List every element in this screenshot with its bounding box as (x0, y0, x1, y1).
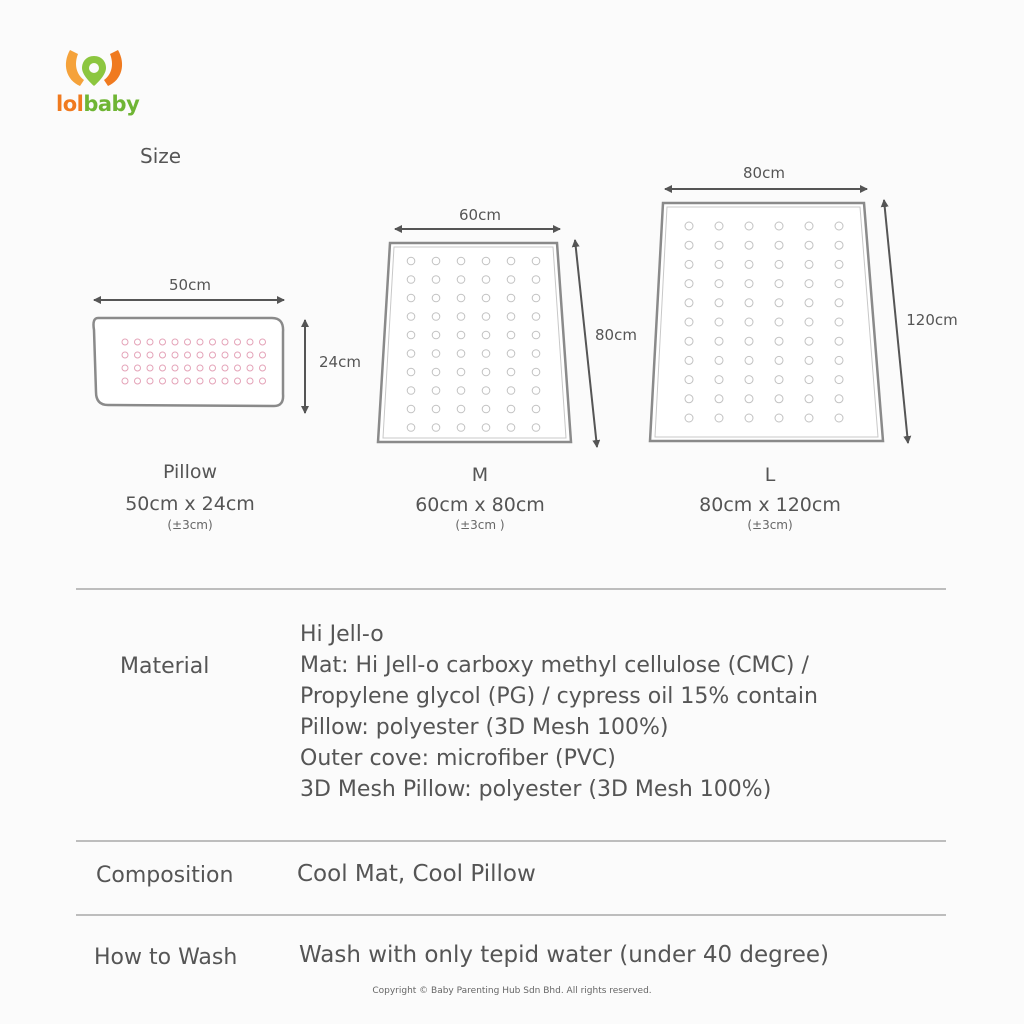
mat-l-shape (650, 203, 883, 441)
m-tolerance: (±3cm ) (455, 518, 505, 532)
m-height-label: 80cm (595, 326, 637, 344)
l-height-label: 120cm (906, 311, 958, 329)
material-lines (300, 619, 818, 805)
mat-m-outline (378, 243, 571, 442)
composition-label: Composition (96, 863, 234, 888)
section-title: Size (140, 144, 182, 168)
pillow-width-label: 50cm (169, 276, 211, 294)
divider (76, 588, 946, 590)
l-name: L (764, 464, 776, 486)
m-size: 60cm x 80cm (415, 494, 545, 516)
material-line: Propylene glycol (PG) / cypress oil 15% contain (300, 684, 818, 709)
l-tolerance: (±3cm) (747, 518, 793, 532)
l-size: 80cm x 120cm (699, 494, 841, 516)
material-line: Hi Jell-o (300, 622, 384, 647)
material-label: Material (120, 654, 210, 679)
brand-name-b: baby (83, 92, 140, 116)
pillow-tolerance: (±3cm) (167, 518, 213, 532)
material-line: 3D Mesh Pillow: polyester (3D Mesh 100%) (300, 777, 772, 802)
material-line: Mat: Hi Jell-o carboxy methyl cellulose (CMC) / (300, 653, 809, 678)
pillow-height-label: 24cm (319, 353, 361, 371)
divider (76, 914, 946, 916)
pillow-outline (94, 318, 284, 406)
material-line: Pillow: polyester (3D Mesh 100%) (300, 715, 669, 740)
wash-value: Wash with only tepid water (under 40 degree) (299, 942, 830, 968)
composition-value: Cool Mat, Cool Pillow (297, 861, 536, 887)
brand-name-a: lol (56, 92, 84, 116)
divider (76, 840, 946, 842)
pillow-size: 50cm x 24cm (125, 493, 255, 515)
l-width-label: 80cm (743, 164, 785, 182)
material-line: Outer cove: microfiber (PVC) (300, 746, 616, 771)
copyright-notice: Copyright © Baby Parenting Hub Sdn Bhd. All rights reserved. (372, 986, 652, 996)
mat-m-shape (378, 243, 571, 442)
pillow-name: Pillow (162, 461, 218, 483)
pillow-shape (94, 318, 284, 406)
wash-label: How to Wash (94, 945, 238, 970)
m-name: M (471, 464, 489, 486)
m-width-label: 60cm (459, 206, 501, 224)
